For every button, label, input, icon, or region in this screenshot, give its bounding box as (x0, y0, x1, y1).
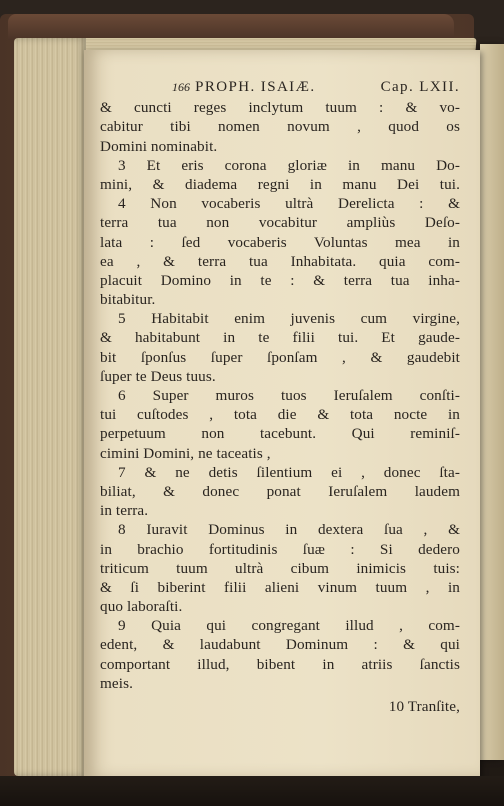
text-line: 3 Et eris corona gloriæ in manu Do- (118, 156, 460, 174)
cover-top-edge (8, 14, 454, 40)
text-line: ſuper te Deus tuus. (100, 367, 216, 385)
running-header (100, 78, 466, 97)
text-line: edent, & laudabunt Dominum : & qui (100, 636, 460, 654)
text-line: 8 Iuravit Dominus in dextera ſua , & (118, 521, 460, 539)
text-line: & ſi biberint filii alieni vinum tuum , in (100, 578, 460, 596)
text-line: perpetuum non tacebunt. Qui reminiſ- (100, 425, 460, 443)
text-line: cabitur tibi nomen novum , quod os (100, 118, 460, 136)
text-line: quo laboraſti. (100, 598, 183, 616)
text-line: cimini Domini, ne taceatis , (100, 444, 271, 462)
text-line: terra tua non vocabitur ampliùs Deſo- (100, 214, 460, 232)
text-line: in terra. (100, 502, 149, 520)
text-line: bit ſponſus ſuper ſponſam , & gaudebit (100, 348, 460, 366)
text-line: ea , & terra tua Inhabitata. quia com- (100, 252, 460, 270)
text-line: triticum tuum ultrà cibum inimicis tuis: (100, 559, 460, 577)
text-line: 7 & ne detis ſilentium ei , donec ſta- (118, 463, 460, 481)
text-line: biliat, & donec ponat Ieruſalem laudem (100, 482, 460, 500)
page-stack-left (14, 38, 86, 776)
text-line: & cuncti reges inclytum tuum : & vo- (100, 99, 460, 117)
catchword: 10 Tranſite, (388, 698, 460, 716)
text-line: in brachio fortitudinis ſuæ : Si dedero (100, 540, 460, 558)
text-line: mini, & diadema regni in manu Dei tui. (100, 175, 460, 193)
running-title: PROPH. ISAIÆ. (195, 79, 316, 95)
chapter-label: Cap. LXII. (380, 79, 460, 95)
text-line: bitabitur. (100, 291, 156, 309)
text-line: placuit Domino in te : & terra tua inha- (100, 271, 460, 289)
page-text (100, 78, 466, 716)
page-number: 166 (172, 80, 190, 94)
text-line: meis. (100, 674, 133, 692)
text-line: 9 Quia qui congregant illud , com- (118, 617, 460, 635)
text-line: Domini nominabit. (100, 137, 218, 155)
text-line: & habitabunt in te filii tui. Et gaude- (100, 329, 460, 347)
text-line: comportant illud, bibent in atriis ſanctis (100, 655, 460, 673)
table-surface (0, 776, 504, 806)
text-line: 4 Non vocaberis ultrà Derelicta : & (118, 195, 460, 213)
facing-page-edge (480, 44, 504, 760)
text-line: 6 Super muros tuos Ieruſalem conſti- (118, 387, 460, 405)
text-line: lata : ſed vocaberis Voluntas mea in (100, 233, 460, 251)
text-line: tui cuſtodes , tota die & tota nocte in (100, 406, 460, 424)
verse-lines (100, 98, 466, 693)
text-line: 5 Habitabit enim juvenis cum virgine, (118, 310, 460, 328)
